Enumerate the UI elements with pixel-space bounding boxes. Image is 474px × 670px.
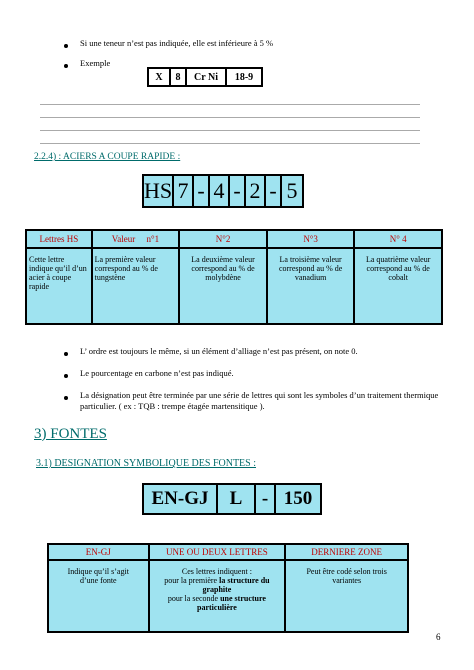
hs-code-cell: - (264, 174, 282, 208)
hs-table-header: N° 4 (354, 230, 442, 248)
hs-table (25, 229, 443, 325)
hs-table-header: Valeur n°1 (92, 230, 180, 248)
fonte-table-header: EN-GJ (48, 544, 149, 560)
fonte-code-cell: L (216, 483, 256, 515)
example-code-cell: Cr Ni (185, 67, 227, 87)
hs-code-cell: - (192, 174, 210, 208)
hs-code-cell: 2 (244, 174, 266, 208)
note-line (40, 130, 420, 131)
fonte-table-text: pour la seconde (167, 594, 219, 603)
hs-table-header: N°3 (267, 230, 355, 248)
bullet-text-exemple: Exemple (80, 58, 111, 68)
hs-code-cell: HS (142, 174, 174, 208)
fonte-table-text: Indique qu’il s’agit d’une fonte (67, 567, 129, 585)
fonte-table-header: UNE OU DEUX LETTRES (149, 544, 286, 560)
bullet-text-designation: La désignation peut être terminée par une série de lettres qui sont les symboles d’un traitement thermique particulier. ( ex : TQB : trempe étagée martensitique ). (80, 390, 439, 411)
bullet-dot (64, 374, 68, 378)
example-code-cell: 8 (169, 67, 187, 87)
fonte-table-text: pour la première (164, 576, 218, 585)
fonte-table-cell (149, 560, 286, 632)
fonte-table-text-bold: la structure du graphite (202, 576, 270, 594)
fonte-code-cell: - (254, 483, 276, 515)
bullet-dot (64, 64, 68, 68)
fonte-table-text: Ces lettres indiquent : (181, 567, 252, 576)
fonte-code-cell: 150 (274, 483, 322, 515)
bullet-dot (64, 352, 68, 356)
bullet-text-carbone: Le pourcentage en carbone n’est pas indiqué. (80, 368, 234, 378)
fonte-table-cell (48, 560, 149, 632)
example-code-cell: 18-9 (225, 67, 263, 87)
note-line (40, 104, 420, 105)
hs-table-cell: La deuxième valeur correspond au % de molybdène (179, 248, 267, 324)
hs-code-cell: 5 (280, 174, 304, 208)
bullet-text-teneur: Si une teneur n’est pas indiquée, elle est inférieure à 5 % (80, 38, 274, 48)
note-line (40, 143, 420, 144)
note-line (40, 117, 420, 118)
fonte-table-cell (285, 560, 408, 632)
hs-code-cell: 7 (172, 174, 194, 208)
fonte-table-header: DERNIERE ZONE (285, 544, 408, 560)
hs-table-header: Lettres HS (26, 230, 92, 248)
fonte-table-text-bold: une structure particulière (197, 594, 266, 612)
hs-table-cell: La quatrième valeur correspond au % de cobalt (354, 248, 442, 324)
section-heading-fontes: 3) FONTES (34, 426, 107, 442)
hs-table-header: N°2 (179, 230, 267, 248)
hs-table-cell: Cette lettre indique qu’il d’un acier à coupe rapide (26, 248, 92, 324)
hs-code-cell: 4 (208, 174, 230, 208)
hs-code-cell: - (228, 174, 246, 208)
bullet-text-ordre: L’ ordre est toujours le même, si un élément d’alliage n’est pas présent, on note 0. (80, 346, 358, 356)
fonte-code-cell: EN-GJ (142, 483, 218, 515)
hs-table-cell: La troisième valeur correspond au % de vanadium (267, 248, 355, 324)
page-number: 6 (436, 632, 441, 642)
bullet-dot (64, 396, 68, 400)
hs-table-cell: La première valeur correspond au % de tungstène (92, 248, 180, 324)
bullet-dot (64, 44, 68, 48)
fonte-table-text: Peut être codé selon trois variantes (306, 567, 387, 585)
fonte-table (47, 543, 409, 633)
section-heading-designation-fontes: 3.1) DESIGNATION SYMBOLIQUE DES FONTES : (36, 458, 256, 469)
section-heading-aciers-coupe-rapide: 2.2.4) : ACIERS A COUPE RAPIDE : (34, 152, 181, 162)
example-code-cell: X (147, 67, 171, 87)
